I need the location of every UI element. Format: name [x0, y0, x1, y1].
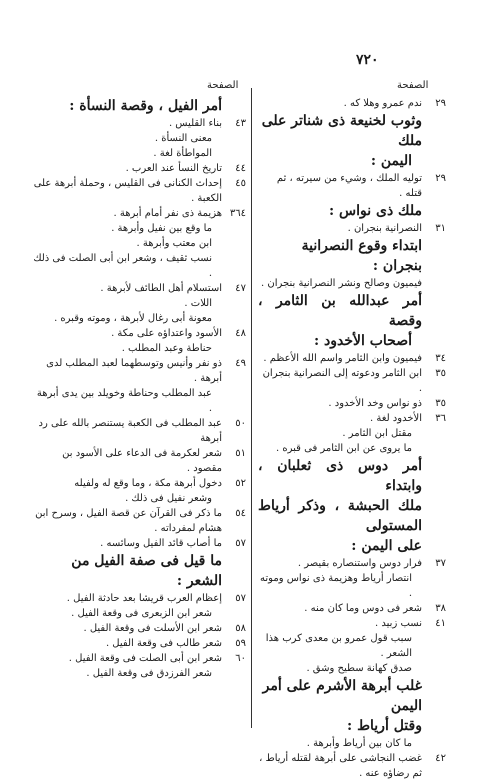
entry-page-number: ٤٥	[235, 178, 246, 189]
index-entry	[258, 536, 446, 556]
index-entry	[258, 236, 446, 276]
entry-text: ندم عمرو وهلا كه .	[343, 98, 422, 109]
entry-text: غضب النجاشى على أبرهة لقتله أرياط ، ثم رضاؤه عنه .	[259, 753, 422, 779]
index-entry	[258, 571, 446, 601]
index-entry	[32, 131, 246, 146]
entry-text: هزيمة ذى نفر أمام أبرهة .	[113, 208, 222, 219]
index-entry	[258, 291, 446, 331]
index-entry	[258, 716, 446, 736]
index-entry	[258, 616, 446, 631]
index-entry	[32, 416, 246, 446]
section-heading: أصحاب الأخدود :	[313, 333, 412, 349]
section-heading: أمر دوس ذى ثعلبان ، وابتداء	[258, 458, 422, 494]
index-entry	[258, 96, 446, 111]
index-entry	[32, 506, 246, 536]
index-entry	[32, 446, 246, 476]
section-heading: على اليمن :	[351, 538, 422, 554]
entry-page-number: ٥٠	[235, 418, 246, 429]
entry-text: ما وقع بين نفيل وأبرهة .	[111, 223, 212, 234]
index-entry	[258, 276, 446, 291]
index-entry	[258, 396, 446, 411]
index-entry	[32, 296, 246, 311]
entry-page-number: ٤٢	[435, 753, 446, 764]
column-divider	[251, 88, 252, 728]
index-entry	[258, 221, 446, 236]
index-entry	[32, 476, 246, 491]
entry-text: وشعر نفيل فى ذلك .	[125, 493, 212, 504]
entry-page-number: ٣٥	[435, 398, 446, 409]
entry-page-number: ٣٦٤	[229, 208, 246, 219]
index-entry	[258, 331, 446, 351]
entry-text: شعر ابن الزبعرى فى وقعة الفيل .	[71, 608, 212, 619]
entry-page-number: ٤٧	[235, 283, 246, 294]
index-entry	[32, 551, 246, 591]
entry-page-number: ٣٦	[435, 413, 446, 424]
entry-page-number: ٣٤	[435, 353, 446, 364]
entry-page-number: ٦٠	[235, 653, 246, 664]
entry-page-number: ٤١	[435, 618, 446, 629]
entry-text: ذو نواس وخد الأخدود .	[328, 398, 422, 409]
entry-page-number: ٤٩	[235, 358, 246, 369]
entry-text: نسب زبيد .	[375, 618, 422, 629]
index-entry	[258, 601, 446, 616]
entry-text: إعظام العرب قريشا بعد حادثة الفيل .	[66, 593, 222, 604]
entry-text: مقتل ابن الثامر .	[342, 428, 412, 439]
index-entry	[32, 311, 246, 326]
left-column	[32, 96, 246, 681]
entry-text: معنى النسأة .	[154, 133, 212, 144]
page-number: ٧٢٠	[356, 52, 379, 68]
section-heading: غلب أبرهة الأشرم على أمر اليمن	[262, 678, 422, 714]
entry-page-number: ٤٤	[235, 163, 246, 174]
index-entry	[258, 661, 446, 676]
entry-text: شعر الفرزدق فى وقعة الفيل .	[86, 668, 212, 679]
index-entry	[258, 441, 446, 456]
index-entry	[32, 281, 246, 296]
entry-text: ما يروى عن ابن الثامر فى قبره .	[276, 443, 412, 454]
entry-text: الأسود واعتداؤه على مكة .	[111, 328, 222, 339]
entry-text: اللات .	[184, 298, 212, 309]
index-entry	[258, 456, 446, 496]
section-heading: وثوب لخنيعة ذى شناتر على ملك	[261, 113, 422, 149]
index-entry	[32, 636, 246, 651]
entry-page-number: ٥٤	[235, 508, 246, 519]
entry-page-number: ٥٩	[235, 638, 246, 649]
entry-text: شعر لعكرمة فى الدعاء على الأسود بن مقصود .	[62, 448, 222, 474]
entry-page-number: ٣٧	[435, 558, 446, 569]
section-heading: ملك ذى نواس :	[328, 203, 422, 219]
index-entry	[258, 736, 446, 751]
entry-text: تاريخ النسأ عند العرب .	[125, 163, 222, 174]
entry-page-number: ٥١	[235, 448, 246, 459]
entry-text: فيميون وابن الثامر واسم الله الأعظم .	[263, 353, 422, 364]
entry-text: توليه الملك ، وشيء من سيرته ، ثم قتله .	[276, 173, 422, 199]
entry-text: بناء القليس .	[168, 118, 222, 129]
entry-text: إحداث الكنانى فى القليس ، وحملة أبرهة على الكعبة .	[33, 178, 222, 204]
index-entry	[32, 606, 246, 621]
index-entry	[32, 236, 246, 251]
entry-text: شعر ابن أبى الصلت فى وقعة الفيل .	[68, 653, 222, 664]
entry-page-number: ٣٥	[435, 368, 446, 379]
entry-page-number: ٥٧	[235, 538, 246, 549]
entry-page-number: ٥٢	[235, 478, 246, 489]
index-entry	[258, 556, 446, 571]
index-entry	[258, 751, 446, 781]
index-entry	[32, 326, 246, 341]
index-entry	[258, 111, 446, 151]
section-heading: ابتداء وقوع النصرانية بنجران :	[301, 238, 422, 274]
index-entry	[258, 151, 446, 171]
entry-page-number: ٢٩	[435, 98, 446, 109]
index-entry	[258, 496, 446, 536]
index-entry	[32, 536, 246, 551]
left-column-header: الصفحة	[207, 80, 239, 91]
entry-text: شعر طالب فى وقعة الفيل .	[105, 638, 222, 649]
index-entry	[258, 171, 446, 201]
entry-text: انتصار أرياط وهزيمة ذى نواس وموته .	[260, 573, 412, 599]
section-heading: اليمن :	[370, 153, 412, 169]
index-entry	[32, 116, 246, 131]
index-entry	[32, 621, 246, 636]
index-entry	[32, 146, 246, 161]
section-heading: وقتل أرياط :	[347, 718, 422, 734]
entry-page-number: ٥٧	[235, 593, 246, 604]
section-heading: أمر الفيل ، وقصة النسأة :	[69, 98, 222, 114]
entry-page-number: ٤٨	[235, 328, 246, 339]
entry-text: ابن معتب وأبرهة .	[136, 238, 212, 249]
entry-text: نسب ثقيف ، وشعر ابن أبى الصلت فى ذلك .	[33, 253, 212, 279]
right-column	[258, 96, 446, 781]
index-entry	[32, 176, 246, 206]
entry-page-number: ٥٨	[235, 623, 246, 634]
entry-text: ما ذكر فى القرآن عن قصة الفيل ، وسرح ابن هشام لمفرداته .	[35, 508, 222, 534]
entry-text: ما كان بين أرياط وأبرهة .	[306, 738, 412, 749]
entry-text: حناطة وعبد المطلب .	[121, 343, 212, 354]
index-entry	[258, 676, 446, 716]
entry-text: الأخدود لغة .	[370, 413, 422, 424]
entry-text: عبد المطلب فى الكعبة يستنصر بالله على رد أبرهة	[38, 418, 222, 444]
entry-page-number: ٤٣	[235, 118, 246, 129]
index-entry	[32, 161, 246, 176]
section-heading: ما قيل فى صفة الفيل من الشعر :	[71, 553, 222, 589]
entry-text: ذو نفر وأنيس وتوسطهما لعبد المطلب لدى أبرهة .	[46, 358, 222, 384]
entry-text: النصرانية بنجران .	[347, 223, 422, 234]
index-entry	[32, 491, 246, 506]
index-entry	[258, 351, 446, 366]
index-entry	[32, 386, 246, 416]
entry-text: فرار دوس واستنصاره بقيصر .	[297, 558, 422, 569]
index-entry	[32, 356, 246, 386]
entry-text: معونة أبى رغال لأبرهة ، وموته وقبره .	[54, 313, 212, 324]
index-entry	[32, 651, 246, 666]
entry-page-number: ٣٨	[435, 603, 446, 614]
index-entry	[258, 411, 446, 426]
index-entry	[258, 366, 446, 396]
entry-text: المواطأة لغة .	[153, 148, 212, 159]
entry-text: عبد المطلب وحناطة وخويلد بين يدى أبرهة .	[36, 388, 212, 414]
entry-page-number: ٢٩	[435, 173, 446, 184]
index-entry	[258, 201, 446, 221]
index-entry	[32, 341, 246, 356]
index-entry	[32, 591, 246, 606]
right-column-header: الصفحة	[397, 80, 429, 91]
entry-text: صدق كهانة سطيح وشق .	[306, 663, 412, 674]
index-entry	[32, 221, 246, 236]
index-entry	[258, 631, 446, 661]
index-entry	[32, 96, 246, 116]
index-entry	[32, 206, 246, 221]
entry-text: ابن الثامر ودعوته إلى النصرانية بنجران .	[262, 368, 422, 394]
section-heading: ملك الحبشة ، وذكر أرياط المستولى	[258, 498, 422, 534]
index-entry	[258, 426, 446, 441]
entry-text: شعر فى دوس وما كان منه .	[304, 603, 422, 614]
section-heading: أمر عبدالله بن الثامر ، وقصة	[258, 293, 422, 329]
entry-text: شعر ابن الأسلت فى وقعة الفيل .	[83, 623, 222, 634]
entry-text: ما أصاب قائد الفيل وسائسه .	[100, 538, 222, 549]
index-entry	[32, 666, 246, 681]
entry-text: دخول أبرهة مكة ، وما وقع له ولفيله	[74, 478, 222, 489]
entry-text: استسلام أهل الطائف لأبرهة .	[100, 283, 222, 294]
index-entry	[32, 251, 246, 281]
entry-text: فيميون وصالح ونشر النصرانية بنجران .	[261, 278, 422, 289]
entry-page-number: ٣١	[435, 223, 446, 234]
entry-text: سبب قول عمرو بن معدى كرب هذا الشعر .	[265, 633, 412, 659]
